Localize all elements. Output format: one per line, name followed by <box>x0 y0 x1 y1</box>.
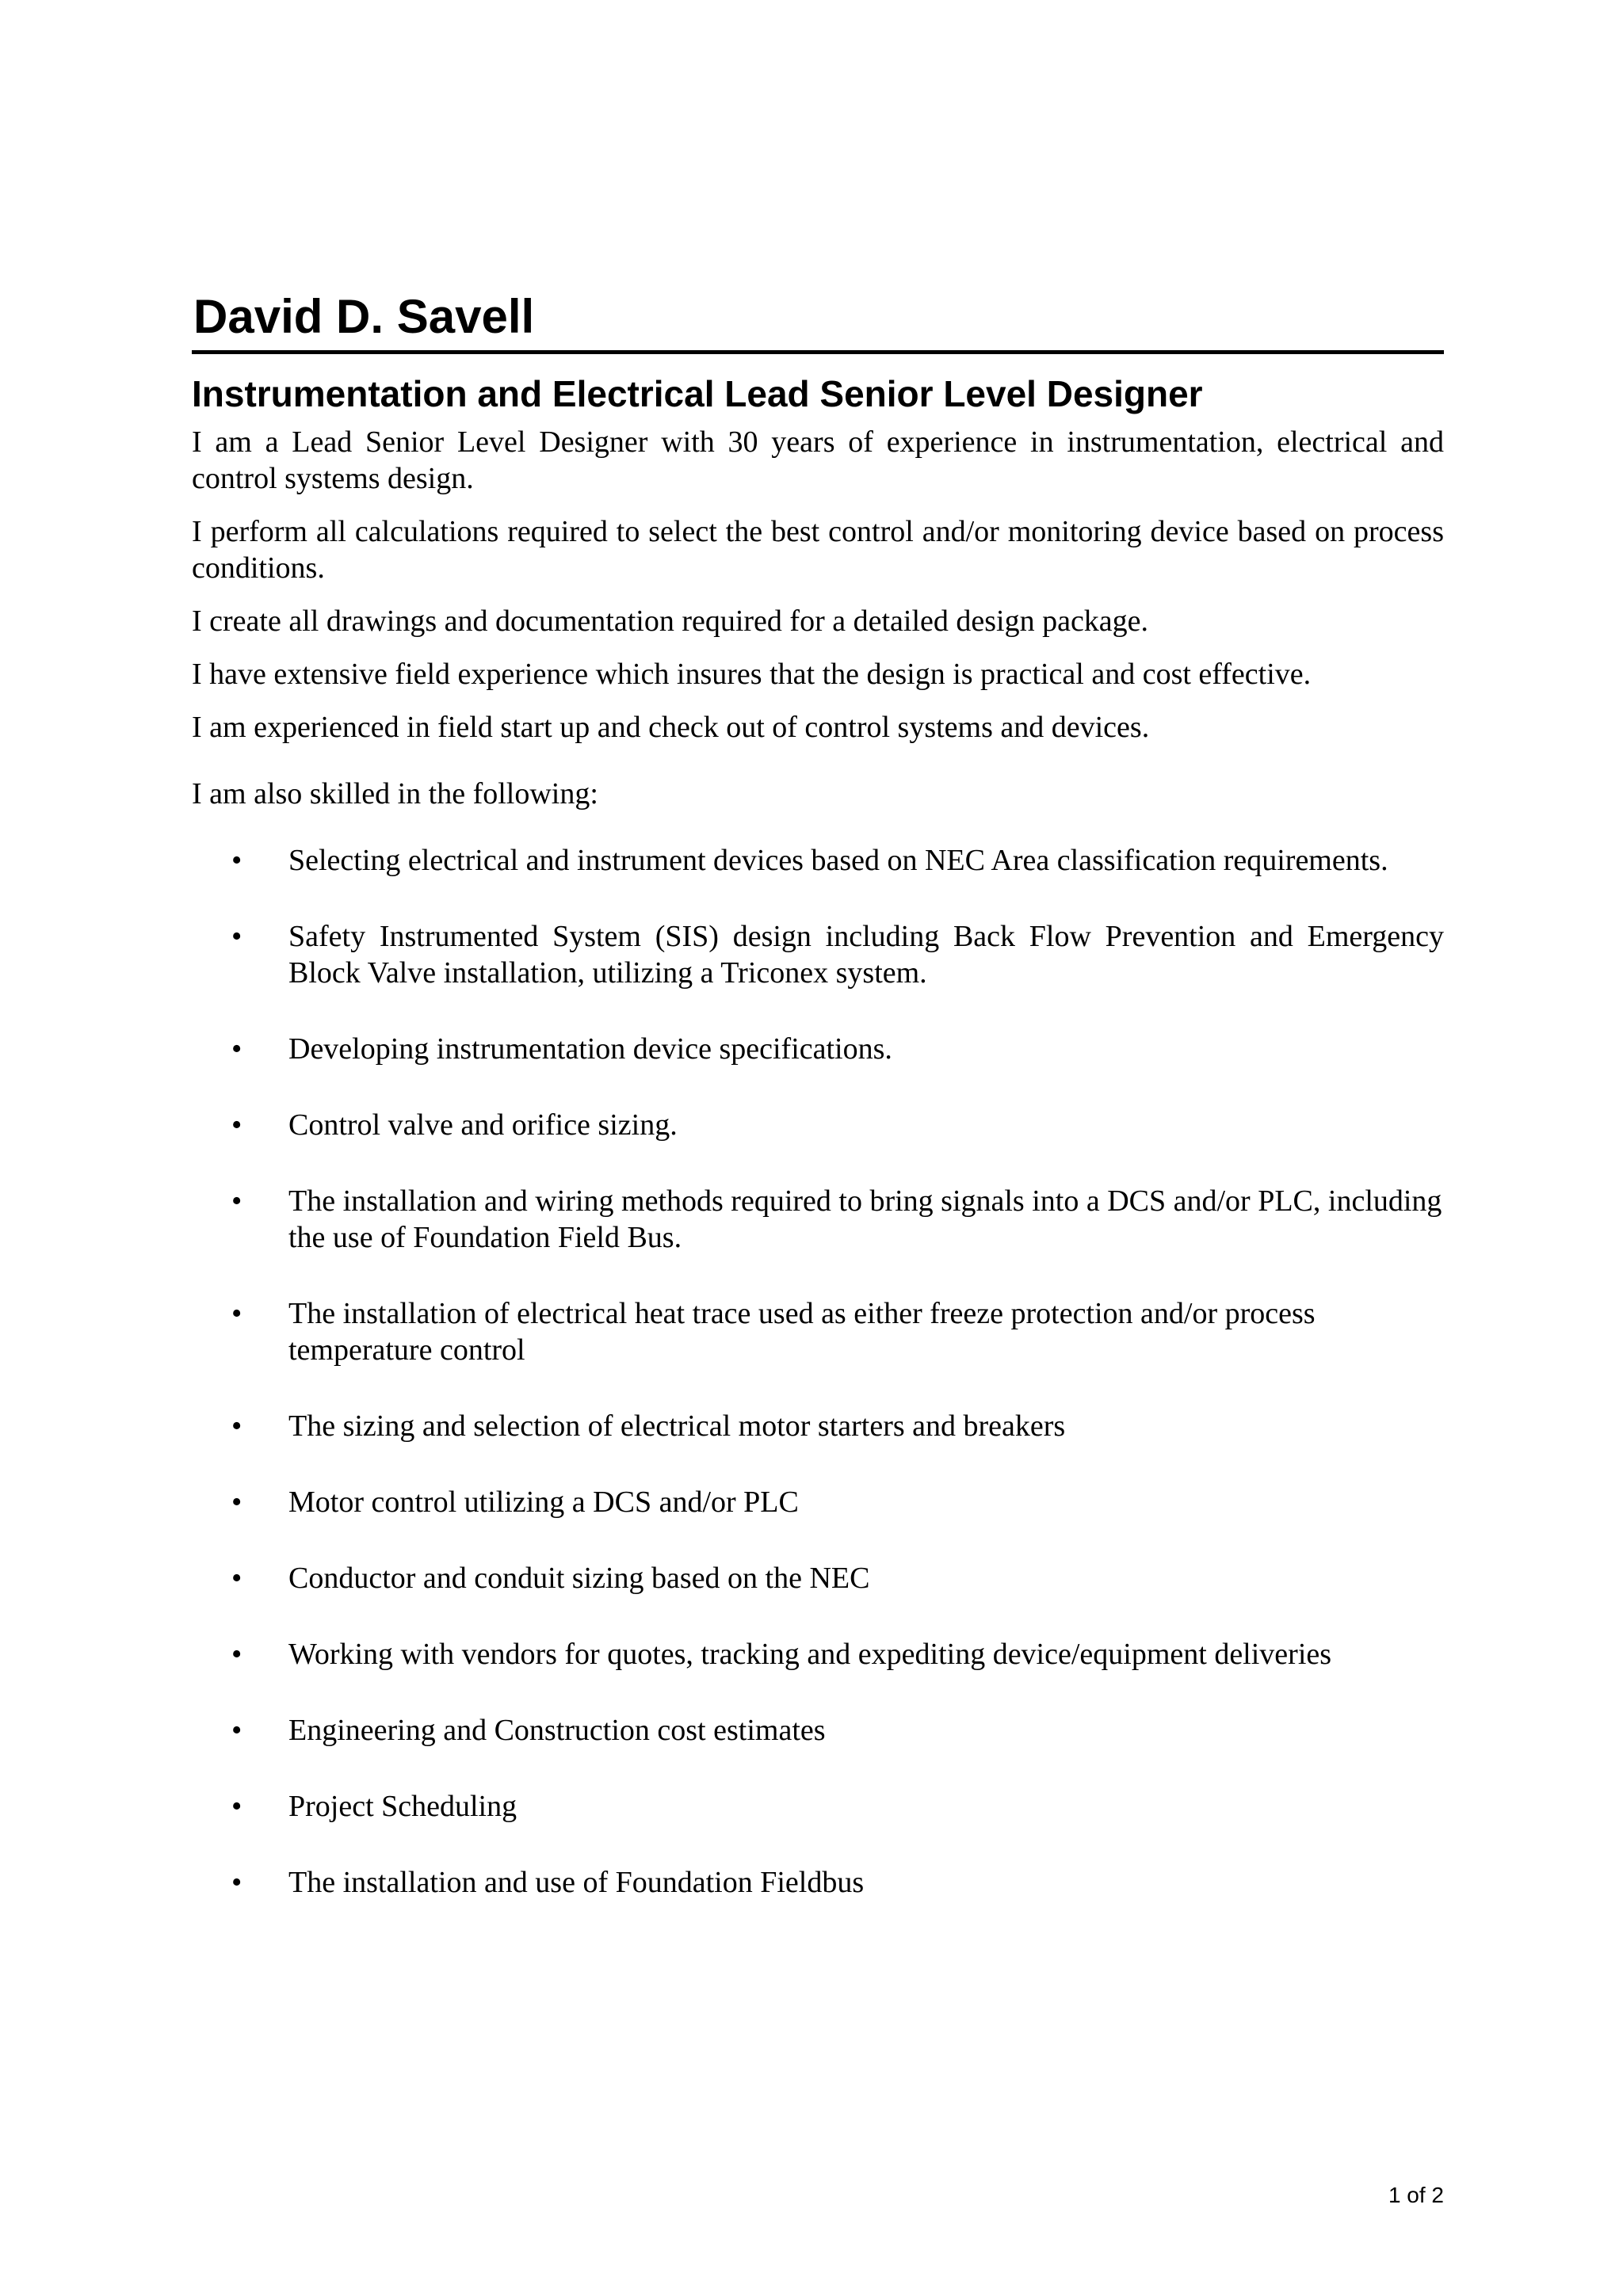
bullet-icon: • <box>231 844 242 877</box>
skill-text: Selecting electrical and instrument devices based on NEC Area classification requirements. <box>288 844 1388 877</box>
skill-item <box>192 918 1444 991</box>
skill-item <box>192 1712 1444 1749</box>
skill-item <box>192 1295 1444 1368</box>
skill-text: Motor control utilizing a DCS and/or PLC <box>288 1486 799 1519</box>
skill-item <box>192 1484 1444 1520</box>
skill-text: The sizing and selection of electrical motor starters and breakers <box>288 1409 1066 1443</box>
skill-text: Project Scheduling <box>288 1790 517 1823</box>
skill-item <box>192 1183 1444 1256</box>
skill-item <box>192 1408 1444 1444</box>
skill-item <box>192 842 1444 879</box>
intro-paragraph: I am a Lead Senior Level Designer with 30 years of experience in instrumentation, electrical and control systems design. <box>192 425 1444 495</box>
skill-text: Safety Instrumented System (SIS) design including Back Flow Prevention and Emergency Block Valve installation, utilizing a Triconex system. <box>288 920 1444 990</box>
bullet-icon: • <box>231 1184 242 1218</box>
bullet-icon: • <box>231 1866 242 1899</box>
page-number: 1 of 2 <box>1388 2183 1444 2207</box>
skills-list <box>192 842 1444 1901</box>
skill-item <box>192 1107 1444 1143</box>
bullet-icon: • <box>231 1486 242 1519</box>
bullet-icon: • <box>231 1032 242 1066</box>
skill-text: The installation and wiring methods required to bring signals into a DCS and/or PLC, including the use of Foundation Field Bus. <box>288 1184 1442 1254</box>
resume-content <box>192 284 1444 1940</box>
bullet-icon: • <box>231 1409 242 1443</box>
candidate-name: David D. Savell <box>193 290 535 343</box>
bullet-icon: • <box>231 1714 242 1747</box>
name-underline-divider <box>192 350 1444 354</box>
bullet-icon: • <box>231 1790 242 1823</box>
skill-text: Working with vendors for quotes, tracking and expediting device/equipment deliveries <box>288 1638 1332 1671</box>
skill-text: Conductor and conduit sizing based on the NEC <box>288 1562 870 1595</box>
bullet-icon: • <box>231 1297 242 1330</box>
intro-paragraph: I am experienced in field start up and check out of control systems and devices. <box>192 711 1150 744</box>
intro-paragraph: I create all drawings and documentation required for a detailed design package. <box>192 605 1149 638</box>
skill-item <box>192 1560 1444 1596</box>
skill-text: The installation of electrical heat trace used as either freeze protection and/or process temperature control <box>288 1297 1316 1367</box>
skill-item <box>192 1788 1444 1825</box>
skill-item <box>192 1031 1444 1067</box>
skill-item <box>192 1864 1444 1901</box>
skill-text: Developing instrumentation device specifications. <box>288 1032 892 1066</box>
skill-text: Engineering and Construction cost estimates <box>288 1714 826 1747</box>
bullet-icon: • <box>231 1108 242 1142</box>
intro-paragraph: I have extensive field experience which insures that the design is practical and cost effective. <box>192 658 1312 691</box>
bullet-icon: • <box>231 1638 242 1671</box>
job-title: Instrumentation and Electrical Lead Senior Level Designer <box>192 373 1203 414</box>
intro-section <box>192 424 1444 746</box>
intro-paragraph: I perform all calculations required to select the best control and/or monitoring device based on process conditions. <box>192 515 1444 585</box>
skill-text: Control valve and orifice sizing. <box>288 1108 678 1142</box>
skill-text: The installation and use of Foundation Fieldbus <box>288 1866 865 1899</box>
skills-lead-in: I am also skilled in the following: <box>192 777 598 810</box>
bullet-icon: • <box>231 920 242 953</box>
bullet-icon: • <box>231 1562 242 1595</box>
skill-item <box>192 1636 1444 1672</box>
